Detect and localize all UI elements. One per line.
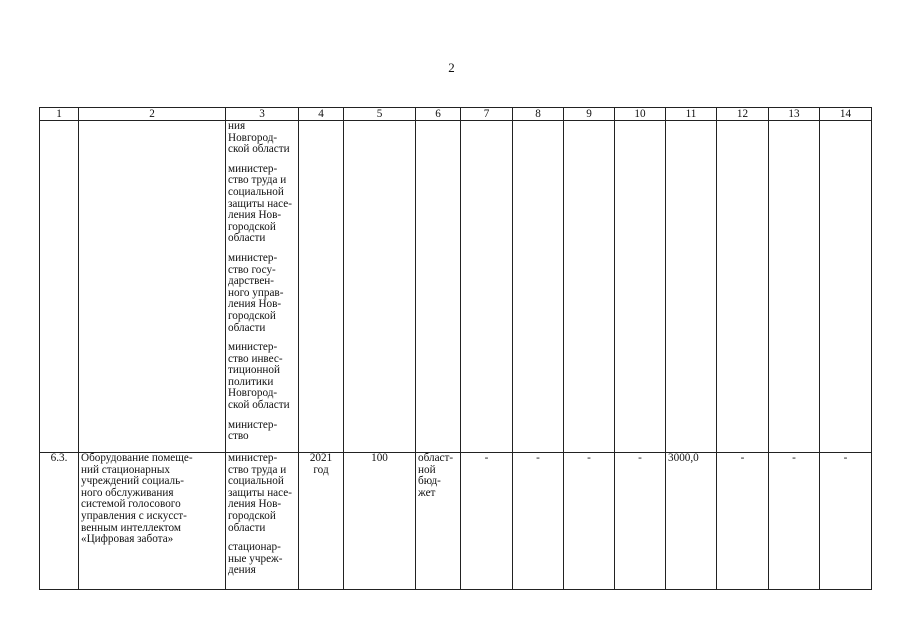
continuation-row — [40, 121, 872, 453]
table-cell — [820, 121, 872, 453]
ministry-name: министер- ство — [228, 418, 278, 443]
value-cell: - — [820, 453, 872, 590]
value-cell: - — [769, 453, 820, 590]
value-cell: 3000,0 — [666, 453, 717, 590]
table-cell — [344, 121, 416, 453]
value-cell: - — [615, 453, 666, 590]
header-cell: 2 — [79, 108, 226, 121]
item-row-6-3 — [40, 453, 872, 590]
ministry-name: министер- ство госу- дарствен- ного управ- ления Нов- городской области — [228, 251, 284, 334]
table-cell — [666, 121, 717, 453]
table-cell — [717, 121, 769, 453]
header-cell: 4 — [299, 108, 344, 121]
page-number: 2 — [448, 60, 455, 75]
item-source: област- ной бюд- жет — [416, 453, 461, 590]
table-cell — [299, 121, 344, 453]
value-cell: - — [461, 453, 513, 590]
ministry-name: ния Новгород- ской области — [228, 120, 290, 156]
item-description: Оборудование помеще- ний стационарных учреждений социаль- ного обслуживания системой голосового управления с искусст- венным интеллектом «Цифровая забота» — [79, 453, 226, 590]
table-cell — [769, 121, 820, 453]
program-table — [39, 107, 872, 590]
header-row — [40, 108, 872, 121]
header-cell: 7 — [461, 108, 513, 121]
header-cell: 6 — [416, 108, 461, 121]
item-target: 100 — [344, 453, 416, 590]
table-cell — [79, 121, 226, 453]
table-cell — [564, 121, 615, 453]
header-cell: 3 — [226, 108, 299, 121]
header-cell: 10 — [615, 108, 666, 121]
executors-cell — [226, 121, 299, 453]
header-cell: 8 — [513, 108, 564, 121]
value-cell: - — [513, 453, 564, 590]
ministry-name: министер- ство труда и социальной защиты насе- ления Нов- городской области — [228, 452, 292, 534]
header-cell: 1 — [40, 108, 79, 121]
value-cell: - — [564, 453, 615, 590]
ministry-name: министер- ство инвес- тиционной политики Новгород- ской области — [228, 341, 290, 412]
item-number: 6.3. — [40, 453, 79, 590]
table-cell — [615, 121, 666, 453]
header-cell: 12 — [717, 108, 769, 121]
header-cell: 5 — [344, 108, 416, 121]
item-period: 2021 год — [299, 453, 344, 590]
header-cell: 9 — [564, 108, 615, 121]
header-cell: 13 — [769, 108, 820, 121]
value-cell: - — [717, 453, 769, 590]
executor-name: стационар- ные учреж- дения — [228, 541, 283, 577]
header-cell: 14 — [820, 108, 872, 121]
ministry-name: министер- ство труда и социальной защиты насе- ления Нов- городской области — [228, 162, 292, 245]
executors-cell — [226, 453, 299, 590]
table-cell — [40, 121, 79, 453]
header-cell: 11 — [666, 108, 717, 121]
table-cell — [461, 121, 513, 453]
table-cell — [513, 121, 564, 453]
table-cell — [416, 121, 461, 453]
